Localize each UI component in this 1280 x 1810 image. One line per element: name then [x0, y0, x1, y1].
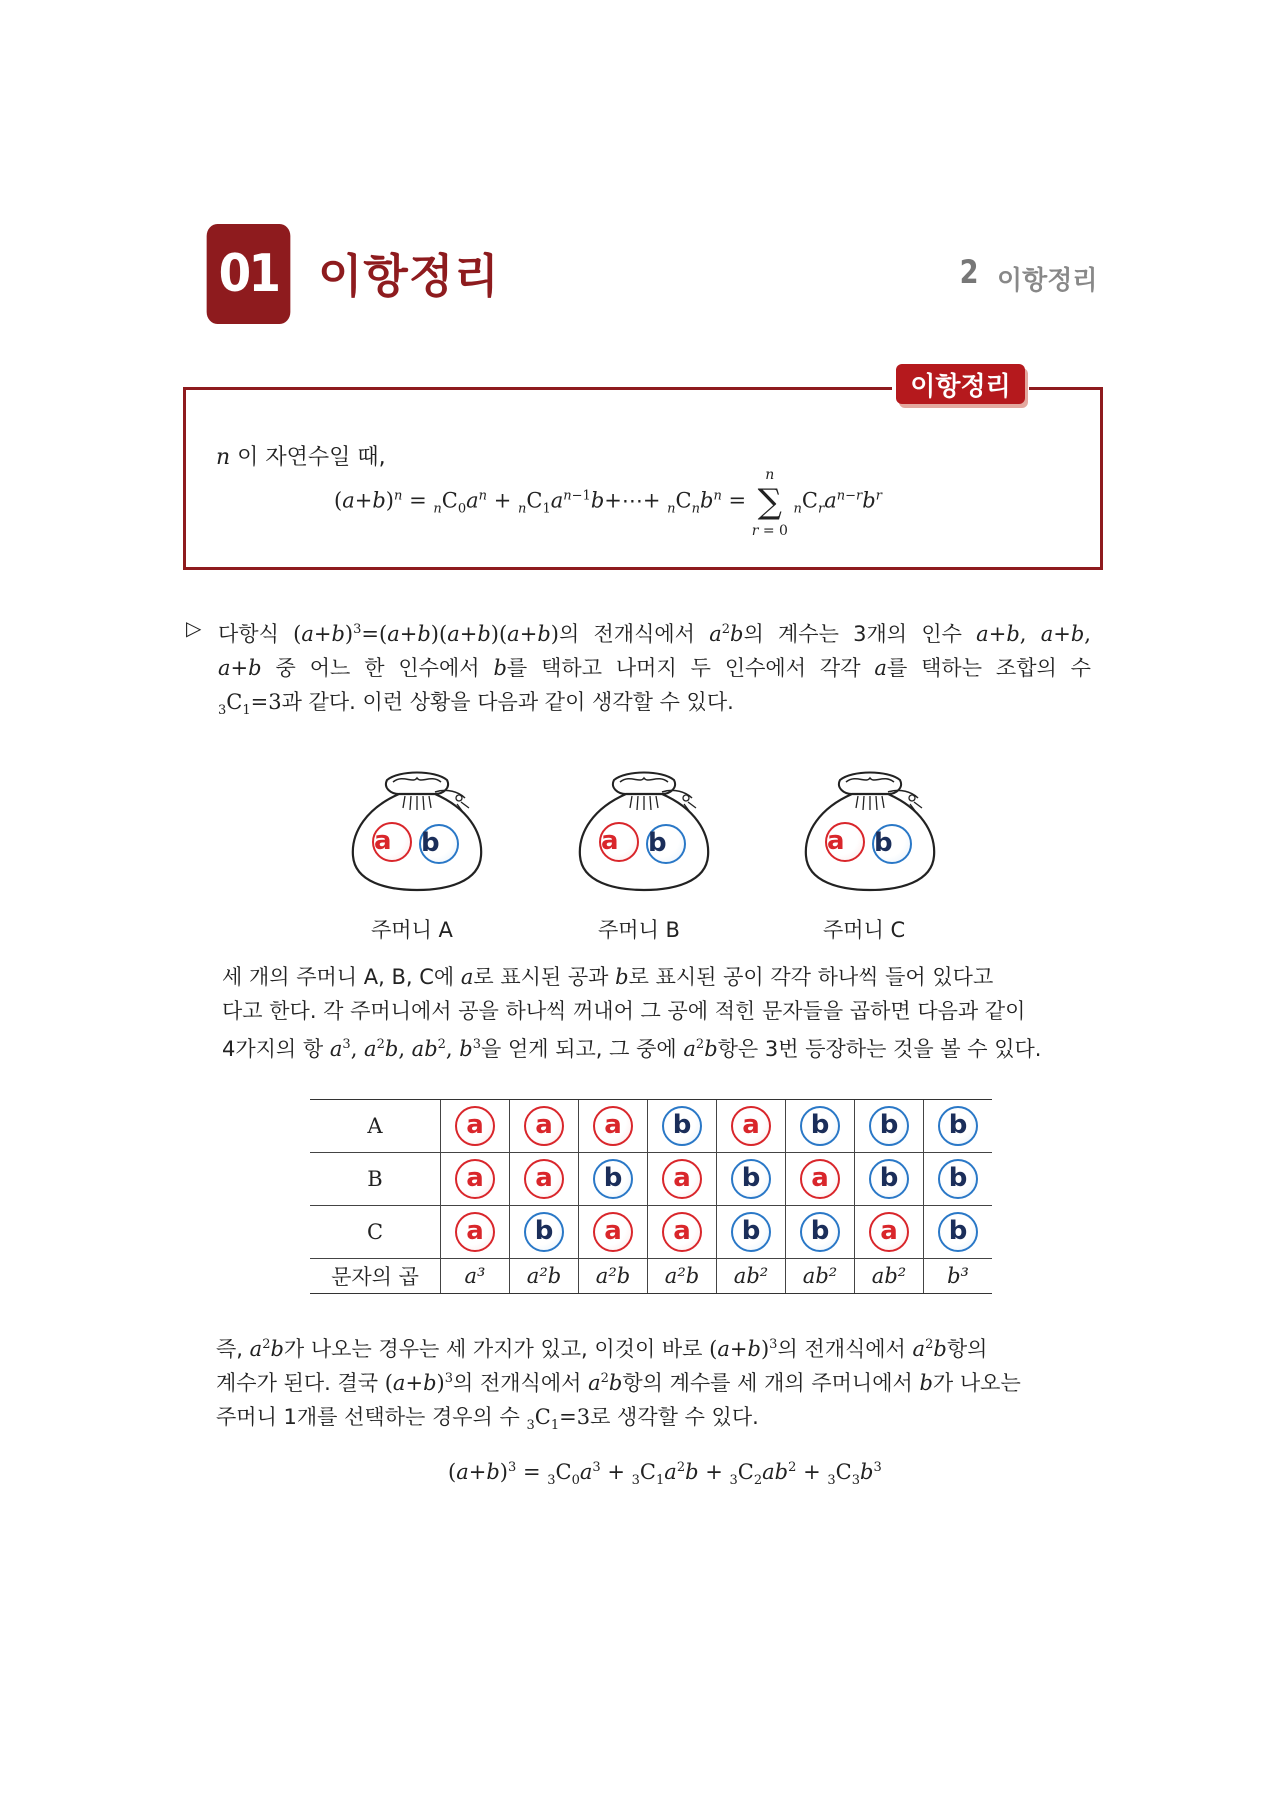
ball-a: a: [455, 1106, 495, 1146]
product-cell: a²b: [510, 1259, 579, 1294]
ball-b: b: [869, 1159, 909, 1199]
chapter-number-badge: 01: [207, 224, 291, 324]
row-header: B: [310, 1153, 441, 1206]
theorem-condition: [216, 440, 386, 471]
ball-a: a: [731, 1106, 771, 1146]
product-cell: a²b: [579, 1259, 648, 1294]
ball-b: b: [419, 824, 459, 864]
intro-line-3: $_3C_1=3$과 같다. 이런 상황을 다음과 같이 생각할 수 있다.: [218, 690, 734, 719]
explain-line-1: 세 개의 주머니 A, B, C에 a로 표시된 공과 b로 표시된 공이 각각 하나씩 들어 있다고: [222, 965, 994, 989]
summation-sign: n ∑ r = 0: [751, 467, 788, 539]
explain-line-2: 다고 한다. 각 주머니에서 공을 하나씩 꺼내어 그 공에 적힌 문자들을 곱하면 다음과 같이: [222, 999, 1026, 1023]
explain-paragraph: [222, 960, 1041, 1066]
conclusion-line-2: 계수가 된다. 결국 $(a+b)^3$의 전개식에서 $a^2b$항의 계수를 세 개의 주머니에서 b가 나오는: [216, 1371, 1021, 1395]
intro-paragraph: [218, 617, 1091, 719]
ball-a: a: [524, 1106, 564, 1146]
intro-line-2: a+b 중 어느 한 인수에서 b를 택하고 나머지 두 인수에서 각각 a를 택하는 조합의 수: [218, 656, 1091, 680]
row-header: 문자의 곱: [310, 1259, 441, 1294]
bag-icon: [800, 752, 940, 892]
conclusion-line-3: 주머니 1개를 선택하는 경우의 수 $_3C_1=3$로 생각할 수 있다.: [216, 1405, 759, 1434]
product-cell: b³: [924, 1259, 993, 1294]
intro-line-1: 다항식 $(a+b)^3=(a+b)(a+b)(a+b)$의 전개식에서 $a^2b$의 계수는 3개의 인수 a+b, a+b,: [218, 622, 1091, 646]
ball-a: a: [593, 1106, 633, 1146]
ball-b: b: [938, 1159, 978, 1199]
condition-variable: n: [216, 445, 231, 470]
triangle-marker-icon: ▷: [186, 616, 202, 640]
product-cell: ab²: [717, 1259, 786, 1294]
ball-b: b: [731, 1159, 771, 1199]
bag-c-label: 주머니 C: [823, 918, 906, 942]
ball-b: b: [662, 1106, 702, 1146]
ball-b: b: [800, 1212, 840, 1252]
ball-a: a: [869, 1212, 909, 1252]
condition-text: 이 자연수일 때,: [237, 445, 386, 470]
bag-b-label: 주머니 B: [598, 918, 680, 942]
ball-a: a: [662, 1159, 702, 1199]
table-row: [310, 1259, 992, 1294]
final-expansion-formula: $(a+b)^3 = _3C_0a^3 + _3C_1a^2b + _3C_2ab^2 + _3C_3b^3$: [448, 1460, 882, 1489]
combination-table: [310, 1099, 992, 1294]
conclusion-line-1: 즉, $a^2b$가 나오는 경우는 세 가지가 있고, 이것이 바로 $(a+b)^3$의 전개식에서 $a^2b$항의: [216, 1337, 988, 1361]
theorem-box: [183, 387, 1103, 570]
conclusion-paragraph: [216, 1332, 1021, 1434]
running-page-number: 2: [959, 253, 979, 291]
ball-b: b: [938, 1106, 978, 1146]
bag-c-illustration: [800, 752, 940, 892]
theorem-tag-label: 이항정리: [896, 364, 1025, 404]
row-header: A: [310, 1100, 441, 1153]
ball-b: b: [869, 1106, 909, 1146]
running-title: 이항정리: [997, 266, 1098, 296]
ball-a: a: [455, 1212, 495, 1252]
ball-a: a: [800, 1159, 840, 1199]
ball-a: a: [599, 822, 639, 862]
ball-b: b: [938, 1212, 978, 1252]
explain-line-3: 4가지의 항 $a^3$, $a^2b$, $ab^2$, $b^3$을 얻게 되고, 그 중에 $a^2b$항은 3번 등장하는 것을 볼 수 있다.: [222, 1037, 1042, 1061]
product-cell: ab²: [786, 1259, 855, 1294]
theorem-tag: [892, 364, 1029, 408]
ball-a: a: [372, 822, 412, 862]
product-cell: a²b: [648, 1259, 717, 1294]
ball-a: a: [455, 1159, 495, 1199]
ball-b: b: [731, 1212, 771, 1252]
product-cell: ab²: [855, 1259, 924, 1294]
row-header: C: [310, 1206, 441, 1259]
table-row: [310, 1153, 992, 1206]
product-cell: a³: [441, 1259, 510, 1294]
ball-a: a: [593, 1212, 633, 1252]
bag-a-illustration: [347, 752, 487, 892]
ball-b: b: [646, 824, 686, 864]
chapter-title: 이항정리: [318, 249, 500, 303]
ball-b: b: [593, 1159, 633, 1199]
bag-icon: [347, 752, 487, 892]
binomial-theorem-formula: $(a+b)^n = _nC_0a^n$ + $_nC_1a^{n-1}b+\cdots+ _nC_nb^n$ = n ∑ r = 0 $_nC_ra^{n-r}b^r$: [334, 467, 882, 539]
table-row: [310, 1206, 992, 1259]
ball-b: b: [800, 1106, 840, 1146]
bag-icon: [574, 752, 714, 892]
ball-a: a: [825, 822, 865, 862]
ball-a: a: [524, 1159, 564, 1199]
ball-b: b: [872, 824, 912, 864]
table-row: [310, 1100, 992, 1153]
ball-a: a: [662, 1212, 702, 1252]
bag-a-label: 주머니 A: [371, 918, 453, 942]
ball-b: b: [524, 1212, 564, 1252]
bag-b-illustration: [574, 752, 714, 892]
